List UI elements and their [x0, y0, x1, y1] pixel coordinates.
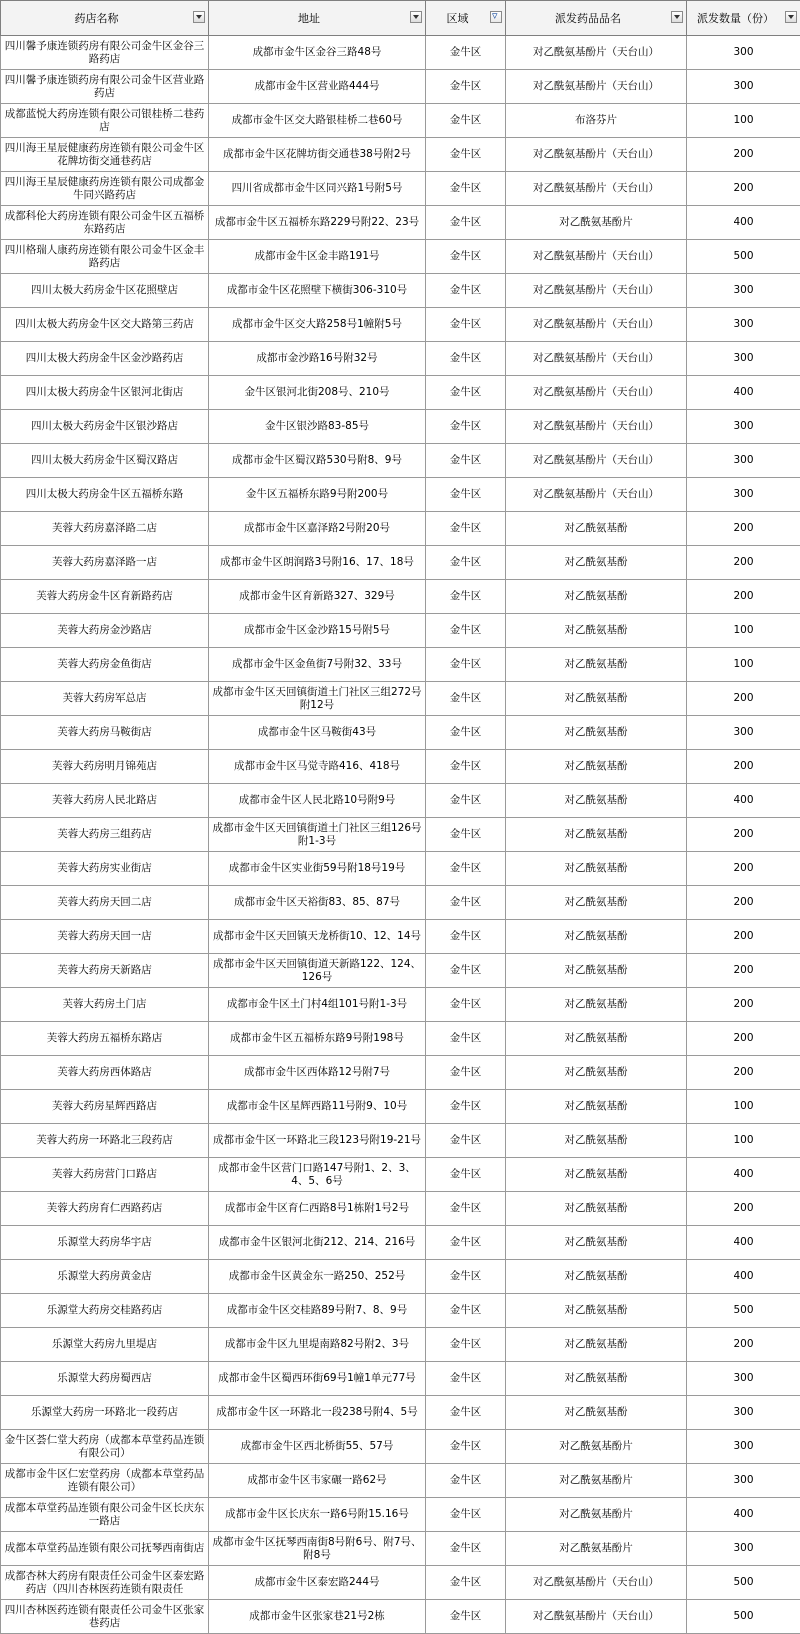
drug-name-cell[interactable]: 对乙酰氨基酚片 — [506, 1498, 687, 1532]
address-cell[interactable]: 金牛区银沙路83-85号 — [209, 410, 426, 444]
address-cell[interactable]: 成都市金牛区九里堤南路82号附2、3号 — [209, 1328, 426, 1362]
header-area — [426, 1, 506, 36]
quantity-cell[interactable]: 100 — [687, 1090, 800, 1124]
area-cell[interactable]: 金牛区 — [426, 342, 506, 376]
pharmacy-name-cell[interactable]: 芙蓉大药房天新路店 — [1, 954, 209, 988]
drug-name-cell[interactable]: 对乙酰氨基酚 — [506, 1328, 687, 1362]
area-cell[interactable]: 金牛区 — [426, 1566, 506, 1600]
drug-name-cell[interactable]: 对乙酰氨基酚 — [506, 1192, 687, 1226]
pharmacy-name-cell[interactable]: 金牛区荟仁堂大药房（成都本草堂药品连锁有限公司） — [1, 1430, 209, 1464]
quantity-cell[interactable]: 100 — [687, 614, 800, 648]
quantity-cell[interactable]: 100 — [687, 104, 800, 138]
address-cell[interactable]: 成都市金牛区实业街59号附18号19号 — [209, 852, 426, 886]
quantity-cell[interactable]: 100 — [687, 1124, 800, 1158]
address-cell[interactable]: 成都市金牛区交大路银桂桥二巷60号 — [209, 104, 426, 138]
quantity-cell[interactable]: 200 — [687, 1192, 800, 1226]
area-cell[interactable]: 金牛区 — [426, 240, 506, 274]
drug-name-cell[interactable]: 对乙酰氨基酚片 — [506, 1532, 687, 1566]
pharmacy-name-cell[interactable]: 四川太极大药房金牛区花照壁店 — [1, 274, 209, 308]
pharmacy-name-cell[interactable]: 乐源堂大药房华宇店 — [1, 1226, 209, 1260]
area-cell[interactable]: 金牛区 — [426, 1124, 506, 1158]
address-cell[interactable]: 四川省成都市金牛区同兴路1号附5号 — [209, 172, 426, 206]
drug-name-cell[interactable]: 布洛芬片 — [506, 104, 687, 138]
address-cell[interactable]: 成都市金牛区人民北路10号附9号 — [209, 784, 426, 818]
table-row — [1, 172, 800, 206]
drug-name-cell[interactable]: 对乙酰氨基酚 — [506, 1158, 687, 1192]
table-row — [1, 716, 800, 750]
table-row — [1, 682, 800, 716]
header-quantity — [687, 1, 800, 36]
filter-dropdown-icon[interactable] — [671, 11, 683, 23]
area-cell[interactable]: 金牛区 — [426, 1294, 506, 1328]
header-pharmacy-name — [1, 1, 209, 36]
table-row — [1, 1022, 800, 1056]
address-cell[interactable]: 成都市金牛区天回镇街道天新路122、124、126号 — [209, 954, 426, 988]
table-row — [1, 376, 800, 410]
area-cell[interactable]: 金牛区 — [426, 716, 506, 750]
pharmacy-name-cell[interactable]: 四川太极大药房金牛区交大路第三药店 — [1, 308, 209, 342]
drug-name-cell[interactable]: 对乙酰氨基酚 — [506, 682, 687, 716]
drug-name-cell[interactable]: 对乙酰氨基酚 — [506, 614, 687, 648]
header-row — [1, 1, 800, 36]
area-cell[interactable]: 金牛区 — [426, 1464, 506, 1498]
address-cell[interactable]: 成都市金牛区一环路北三段123号附19-21号 — [209, 1124, 426, 1158]
quantity-cell[interactable]: 200 — [687, 852, 800, 886]
pharmacy-name-cell[interactable]: 芙蓉大药房嘉泽路二店 — [1, 512, 209, 546]
address-cell[interactable]: 成都市金牛区营业路444号 — [209, 70, 426, 104]
table-row — [1, 1158, 800, 1192]
area-cell[interactable]: 金牛区 — [426, 1396, 506, 1430]
address-cell[interactable]: 成都市金牛区五福桥东路229号附22、23号 — [209, 206, 426, 240]
address-cell[interactable]: 成都市金牛区花照壁下横街306-310号 — [209, 274, 426, 308]
drug-name-cell[interactable]: 对乙酰氨基酚片（天台山） — [506, 172, 687, 206]
table-row — [1, 1566, 800, 1600]
pharmacy-name-cell[interactable]: 四川太极大药房金牛区银河北街店 — [1, 376, 209, 410]
table-row — [1, 750, 800, 784]
drug-name-cell[interactable]: 对乙酰氨基酚 — [506, 648, 687, 682]
area-cell[interactable]: 金牛区 — [426, 818, 506, 852]
area-cell[interactable]: 金牛区 — [426, 886, 506, 920]
area-cell[interactable]: 金牛区 — [426, 70, 506, 104]
quantity-cell[interactable]: 300 — [687, 1362, 800, 1396]
drug-name-cell[interactable]: 对乙酰氨基酚 — [506, 1124, 687, 1158]
area-cell[interactable]: 金牛区 — [426, 852, 506, 886]
drug-name-cell[interactable]: 对乙酰氨基酚片（天台山） — [506, 444, 687, 478]
table-row — [1, 954, 800, 988]
quantity-cell[interactable]: 300 — [687, 1532, 800, 1566]
pharmacy-name-cell[interactable]: 成都蓝悦大药房连锁有限公司银桂桥二巷药店 — [1, 104, 209, 138]
area-cell[interactable]: 金牛区 — [426, 614, 506, 648]
area-cell[interactable]: 金牛区 — [426, 1498, 506, 1532]
address-cell[interactable]: 成都市金牛区天裕街83、85、87号 — [209, 886, 426, 920]
area-cell[interactable]: 金牛区 — [426, 1430, 506, 1464]
drug-name-cell[interactable]: 对乙酰氨基酚 — [506, 988, 687, 1022]
table-row — [1, 1464, 800, 1498]
address-cell[interactable]: 成都市金牛区金鱼街7号附32、33号 — [209, 648, 426, 682]
area-cell[interactable]: 金牛区 — [426, 104, 506, 138]
pharmacy-name-cell[interactable]: 四川馨予康连锁药房有限公司金牛区金谷三路药店 — [1, 36, 209, 70]
area-cell[interactable]: 金牛区 — [426, 1532, 506, 1566]
pharmacy-name-cell[interactable]: 芙蓉大药房营门口路店 — [1, 1158, 209, 1192]
area-cell[interactable]: 金牛区 — [426, 512, 506, 546]
drug-name-cell[interactable]: 对乙酰氨基酚 — [506, 1022, 687, 1056]
table-row — [1, 546, 800, 580]
table-row — [1, 274, 800, 308]
pharmacy-name-cell[interactable]: 四川馨予康连锁药房有限公司金牛区营业路药店 — [1, 70, 209, 104]
pharmacy-name-cell[interactable]: 芙蓉大药房人民北路店 — [1, 784, 209, 818]
quantity-cell[interactable]: 100 — [687, 648, 800, 682]
quantity-cell[interactable]: 200 — [687, 580, 800, 614]
drug-name-cell[interactable]: 对乙酰氨基酚 — [506, 852, 687, 886]
address-cell[interactable]: 成都市金牛区嘉泽路2号附20号 — [209, 512, 426, 546]
quantity-cell[interactable]: 200 — [687, 886, 800, 920]
address-cell[interactable]: 金牛区五福桥东路9号附200号 — [209, 478, 426, 512]
pharmacy-name-cell[interactable]: 乐源堂大药房蜀西店 — [1, 1362, 209, 1396]
quantity-cell[interactable]: 200 — [687, 546, 800, 580]
address-cell[interactable]: 成都市金牛区韦家碾一路62号 — [209, 1464, 426, 1498]
drug-name-cell[interactable]: 对乙酰氨基酚 — [506, 580, 687, 614]
table-row — [1, 1226, 800, 1260]
area-cell[interactable]: 金牛区 — [426, 308, 506, 342]
pharmacy-name-cell[interactable]: 四川太极大药房金牛区金沙路药店 — [1, 342, 209, 376]
address-cell[interactable]: 成都市金牛区五福桥东路9号附198号 — [209, 1022, 426, 1056]
quantity-cell[interactable]: 200 — [687, 988, 800, 1022]
pharmacy-name-cell[interactable]: 芙蓉大药房五福桥东路店 — [1, 1022, 209, 1056]
address-cell[interactable]: 成都市金牛区银河北街212、214、216号 — [209, 1226, 426, 1260]
address-cell[interactable]: 成都市金牛区一环路北一段238号附4、5号 — [209, 1396, 426, 1430]
area-cell[interactable]: 金牛区 — [426, 750, 506, 784]
address-cell[interactable]: 成都市金牛区天回镇街道土门社区三组126号附1-3号 — [209, 818, 426, 852]
table-row — [1, 240, 800, 274]
quantity-cell[interactable]: 300 — [687, 1430, 800, 1464]
drug-name-cell[interactable]: 对乙酰氨基酚 — [506, 750, 687, 784]
header-label: 派发数量（份） — [697, 10, 774, 26]
address-cell[interactable]: 成都市金牛区金丰路191号 — [209, 240, 426, 274]
pharmacy-name-cell[interactable]: 芙蓉大药房一环路北三段药店 — [1, 1124, 209, 1158]
table-row — [1, 138, 800, 172]
drug-name-cell[interactable]: 对乙酰氨基酚片（天台山） — [506, 410, 687, 444]
table-row — [1, 410, 800, 444]
filter-active-icon[interactable] — [490, 11, 502, 23]
address-cell[interactable]: 成都市金牛区星辉西路11号附9、10号 — [209, 1090, 426, 1124]
table-row — [1, 478, 800, 512]
quantity-cell[interactable]: 200 — [687, 138, 800, 172]
address-cell[interactable]: 成都市金牛区花牌坊街交通巷38号附2号 — [209, 138, 426, 172]
area-cell[interactable]: 金牛区 — [426, 988, 506, 1022]
address-cell[interactable]: 成都市金牛区金沙路15号附5号 — [209, 614, 426, 648]
drug-name-cell[interactable]: 对乙酰氨基酚片（天台山） — [506, 240, 687, 274]
pharmacy-name-cell[interactable]: 四川太极大药房金牛区蜀汉路店 — [1, 444, 209, 478]
drug-name-cell[interactable]: 对乙酰氨基酚片（天台山） — [506, 138, 687, 172]
table-row — [1, 308, 800, 342]
pharmacy-name-cell[interactable]: 成都本草堂药品连锁有限公司抚琴西南街店 — [1, 1532, 209, 1566]
address-cell[interactable]: 成都市金牛区抚琴西南街8号附6号、附7号、附8号 — [209, 1532, 426, 1566]
drug-name-cell[interactable]: 对乙酰氨基酚 — [506, 546, 687, 580]
table-row — [1, 36, 800, 70]
pharmacy-name-cell[interactable]: 芙蓉大药房明月锦苑店 — [1, 750, 209, 784]
area-cell[interactable]: 金牛区 — [426, 410, 506, 444]
table-row — [1, 1600, 800, 1634]
table-row — [1, 1362, 800, 1396]
address-cell[interactable]: 成都市金牛区育仁西路8号1栋附1号2号 — [209, 1192, 426, 1226]
address-cell[interactable]: 成都市金牛区营门口路147号附1、2、3、4、5、6号 — [209, 1158, 426, 1192]
table-row — [1, 1532, 800, 1566]
pharmacy-name-cell[interactable]: 芙蓉大药房金牛区育新路药店 — [1, 580, 209, 614]
pharmacy-name-cell[interactable]: 芙蓉大药房天回一店 — [1, 920, 209, 954]
quantity-cell[interactable]: 200 — [687, 920, 800, 954]
pharmacy-name-cell[interactable]: 芙蓉大药房天回二店 — [1, 886, 209, 920]
pharmacy-name-cell[interactable]: 乐源堂大药房九里堤店 — [1, 1328, 209, 1362]
pharmacy-name-cell[interactable]: 成都市金牛区仁宏堂药房（成都本草堂药品连锁有限公司） — [1, 1464, 209, 1498]
area-cell[interactable]: 金牛区 — [426, 1158, 506, 1192]
area-cell[interactable]: 金牛区 — [426, 580, 506, 614]
area-cell[interactable]: 金牛区 — [426, 1090, 506, 1124]
table-row — [1, 1430, 800, 1464]
pharmacy-name-cell[interactable]: 芙蓉大药房星辉西路店 — [1, 1090, 209, 1124]
pharmacy-name-cell[interactable]: 芙蓉大药房实业街店 — [1, 852, 209, 886]
address-cell[interactable]: 成都市金牛区交桂路89号附7、8、9号 — [209, 1294, 426, 1328]
quantity-cell[interactable]: 300 — [687, 716, 800, 750]
quantity-cell[interactable]: 400 — [687, 1498, 800, 1532]
pharmacy-name-cell[interactable]: 四川海王星辰健康药房连锁有限公司金牛区花牌坊街交通巷药店 — [1, 138, 209, 172]
pharmacy-name-cell[interactable]: 四川杏林医药连锁有限责任公司金牛区张家巷药店 — [1, 1600, 209, 1634]
header-label: 地址 — [298, 10, 320, 26]
table-row — [1, 206, 800, 240]
table-row — [1, 886, 800, 920]
quantity-cell[interactable]: 200 — [687, 512, 800, 546]
table-row — [1, 342, 800, 376]
quantity-cell[interactable]: 300 — [687, 36, 800, 70]
quantity-cell[interactable]: 500 — [687, 1294, 800, 1328]
area-cell[interactable]: 金牛区 — [426, 1022, 506, 1056]
drug-name-cell[interactable]: 对乙酰氨基酚片（天台山） — [506, 274, 687, 308]
area-cell[interactable]: 金牛区 — [426, 444, 506, 478]
table-row — [1, 444, 800, 478]
pharmacy-name-cell[interactable]: 芙蓉大药房金沙路店 — [1, 614, 209, 648]
pharmacy-name-cell[interactable]: 芙蓉大药房西体路店 — [1, 1056, 209, 1090]
pharmacy-name-cell[interactable]: 四川太极大药房金牛区银沙路店 — [1, 410, 209, 444]
drug-name-cell[interactable]: 对乙酰氨基酚 — [506, 1056, 687, 1090]
drug-name-cell[interactable]: 对乙酰氨基酚片（天台山） — [506, 342, 687, 376]
pharmacy-name-cell[interactable]: 芙蓉大药房马鞍街店 — [1, 716, 209, 750]
area-cell[interactable]: 金牛区 — [426, 1192, 506, 1226]
address-cell[interactable]: 成都市金牛区马鞍街43号 — [209, 716, 426, 750]
drug-name-cell[interactable]: 对乙酰氨基酚片（天台山） — [506, 1566, 687, 1600]
address-cell[interactable]: 成都市金牛区朗润路3号附16、17、18号 — [209, 546, 426, 580]
filter-dropdown-icon[interactable] — [785, 11, 797, 23]
table-row — [1, 104, 800, 138]
quantity-cell[interactable]: 300 — [687, 1396, 800, 1430]
pharmacy-name-cell[interactable]: 四川海王星辰健康药房连锁有限公司成都金牛同兴路药店 — [1, 172, 209, 206]
drug-name-cell[interactable]: 对乙酰氨基酚 — [506, 886, 687, 920]
header-address — [209, 1, 426, 36]
drug-name-cell[interactable]: 对乙酰氨基酚 — [506, 920, 687, 954]
table-row — [1, 1124, 800, 1158]
drug-name-cell[interactable]: 对乙酰氨基酚 — [506, 1226, 687, 1260]
area-cell[interactable]: 金牛区 — [426, 138, 506, 172]
pharmacy-name-cell[interactable]: 四川格瑞人康药房连锁有限公司金牛区金丰路药店 — [1, 240, 209, 274]
area-cell[interactable]: 金牛区 — [426, 206, 506, 240]
filter-dropdown-icon[interactable] — [193, 11, 205, 23]
filter-dropdown-icon[interactable] — [410, 11, 422, 23]
quantity-cell[interactable]: 200 — [687, 818, 800, 852]
address-cell[interactable]: 成都市金牛区黄金东一路250、252号 — [209, 1260, 426, 1294]
pharmacy-name-cell[interactable]: 芙蓉大药房三组药店 — [1, 818, 209, 852]
drug-name-cell[interactable]: 对乙酰氨基酚片（天台山） — [506, 478, 687, 512]
area-cell[interactable]: 金牛区 — [426, 274, 506, 308]
address-cell[interactable]: 成都市金牛区天回镇天龙桥街10、12、14号 — [209, 920, 426, 954]
drug-name-cell[interactable]: 对乙酰氨基酚 — [506, 512, 687, 546]
pharmacy-name-cell[interactable]: 芙蓉大药房育仁西路药店 — [1, 1192, 209, 1226]
quantity-cell[interactable]: 300 — [687, 410, 800, 444]
address-cell[interactable]: 成都市金牛区张家巷21号2栋 — [209, 1600, 426, 1634]
pharmacy-name-cell[interactable]: 成都科伦大药房连锁有限公司金牛区五福桥东路药店 — [1, 206, 209, 240]
quantity-cell[interactable]: 300 — [687, 478, 800, 512]
address-cell[interactable]: 成都市金牛区蜀西环街69号1幢1单元77号 — [209, 1362, 426, 1396]
pharmacy-name-cell[interactable]: 芙蓉大药房金鱼街店 — [1, 648, 209, 682]
pharmacy-name-cell[interactable]: 四川太极大药房金牛区五福桥东路 — [1, 478, 209, 512]
quantity-cell[interactable]: 300 — [687, 444, 800, 478]
area-cell[interactable]: 金牛区 — [426, 172, 506, 206]
drug-name-cell[interactable]: 对乙酰氨基酚 — [506, 818, 687, 852]
area-cell[interactable]: 金牛区 — [426, 36, 506, 70]
area-cell[interactable]: 金牛区 — [426, 1600, 506, 1634]
address-cell[interactable]: 成都市金牛区育新路327、329号 — [209, 580, 426, 614]
address-cell[interactable]: 成都市金牛区泰宏路244号 — [209, 1566, 426, 1600]
area-cell[interactable]: 金牛区 — [426, 682, 506, 716]
area-cell[interactable]: 金牛区 — [426, 1328, 506, 1362]
drug-name-cell[interactable]: 对乙酰氨基酚 — [506, 1396, 687, 1430]
drug-name-cell[interactable]: 对乙酰氨基酚 — [506, 954, 687, 988]
pharmacy-name-cell[interactable]: 乐源堂大药房黄金店 — [1, 1260, 209, 1294]
header-label: 药店名称 — [75, 10, 119, 26]
quantity-cell[interactable]: 500 — [687, 240, 800, 274]
table-row — [1, 1328, 800, 1362]
drug-name-cell[interactable]: 对乙酰氨基酚片 — [506, 1464, 687, 1498]
drug-name-cell[interactable]: 对乙酰氨基酚 — [506, 1260, 687, 1294]
address-cell[interactable]: 成都市金牛区天回镇街道土门社区三组272号附12号 — [209, 682, 426, 716]
pharmacy-name-cell[interactable]: 成都本草堂药品连锁有限公司金牛区长庆东一路店 — [1, 1498, 209, 1532]
drug-name-cell[interactable]: 对乙酰氨基酚片（天台山） — [506, 1600, 687, 1634]
table-row — [1, 614, 800, 648]
quantity-cell[interactable]: 300 — [687, 308, 800, 342]
quantity-cell[interactable]: 400 — [687, 784, 800, 818]
drug-name-cell[interactable]: 对乙酰氨基酚片（天台山） — [506, 308, 687, 342]
quantity-cell[interactable]: 300 — [687, 70, 800, 104]
header-drug-name — [506, 1, 687, 36]
table-row — [1, 988, 800, 1022]
quantity-cell[interactable]: 200 — [687, 172, 800, 206]
quantity-cell[interactable]: 400 — [687, 1226, 800, 1260]
area-cell[interactable]: 金牛区 — [426, 1226, 506, 1260]
header-label: 区域 — [447, 10, 469, 26]
drug-name-cell[interactable]: 对乙酰氨基酚片（天台山） — [506, 376, 687, 410]
quantity-cell[interactable]: 200 — [687, 682, 800, 716]
quantity-cell[interactable]: 300 — [687, 342, 800, 376]
quantity-cell[interactable]: 400 — [687, 1260, 800, 1294]
table-row — [1, 648, 800, 682]
drug-name-cell[interactable]: 对乙酰氨基酚片 — [506, 206, 687, 240]
area-cell[interactable]: 金牛区 — [426, 546, 506, 580]
address-cell[interactable]: 成都市金牛区长庆东一路6号附15.16号 — [209, 1498, 426, 1532]
quantity-cell[interactable]: 200 — [687, 750, 800, 784]
pharmacy-name-cell[interactable]: 成都杏林大药房有限责任公司金牛区泰宏路药店（四川杏林医药连锁有限责任 — [1, 1566, 209, 1600]
pharmacy-name-cell[interactable]: 芙蓉大药房军总店 — [1, 682, 209, 716]
area-cell[interactable]: 金牛区 — [426, 478, 506, 512]
table-row — [1, 818, 800, 852]
table-row — [1, 1396, 800, 1430]
area-cell[interactable]: 金牛区 — [426, 954, 506, 988]
drug-name-cell[interactable]: 对乙酰氨基酚 — [506, 1294, 687, 1328]
table-row — [1, 580, 800, 614]
area-cell[interactable]: 金牛区 — [426, 648, 506, 682]
quantity-cell[interactable]: 400 — [687, 206, 800, 240]
address-cell[interactable]: 成都市金牛区土门村4组101号附1-3号 — [209, 988, 426, 1022]
address-cell[interactable]: 成都市金牛区交大路258号1幢附5号 — [209, 308, 426, 342]
table-row — [1, 1260, 800, 1294]
quantity-cell[interactable]: 300 — [687, 1464, 800, 1498]
drug-name-cell[interactable]: 对乙酰氨基酚 — [506, 1090, 687, 1124]
drug-name-cell[interactable]: 对乙酰氨基酚片 — [506, 1430, 687, 1464]
quantity-cell[interactable]: 500 — [687, 1600, 800, 1634]
table-row — [1, 784, 800, 818]
pharmacy-name-cell[interactable]: 乐源堂大药房交桂路药店 — [1, 1294, 209, 1328]
quantity-cell[interactable]: 200 — [687, 1022, 800, 1056]
address-cell[interactable]: 金牛区银河北街208号、210号 — [209, 376, 426, 410]
table-row — [1, 1090, 800, 1124]
drug-name-cell[interactable]: 对乙酰氨基酚 — [506, 784, 687, 818]
table-body — [1, 36, 800, 1634]
drug-name-cell[interactable]: 对乙酰氨基酚 — [506, 716, 687, 750]
quantity-cell[interactable]: 300 — [687, 274, 800, 308]
drug-name-cell[interactable]: 对乙酰氨基酚 — [506, 1362, 687, 1396]
address-cell[interactable]: 成都市金牛区蜀汉路530号附8、9号 — [209, 444, 426, 478]
area-cell[interactable]: 金牛区 — [426, 376, 506, 410]
address-cell[interactable]: 成都市金牛区金谷三路48号 — [209, 36, 426, 70]
table-row — [1, 852, 800, 886]
area-cell[interactable]: 金牛区 — [426, 784, 506, 818]
area-cell[interactable]: 金牛区 — [426, 1260, 506, 1294]
header-label: 派发药品品名 — [555, 10, 621, 26]
address-cell[interactable]: 成都市金沙路16号附32号 — [209, 342, 426, 376]
table-row — [1, 1056, 800, 1090]
table-row — [1, 1192, 800, 1226]
pharmacy-name-cell[interactable]: 芙蓉大药房土门店 — [1, 988, 209, 1022]
table-row — [1, 512, 800, 546]
quantity-cell[interactable]: 200 — [687, 954, 800, 988]
quantity-cell[interactable]: 400 — [687, 376, 800, 410]
quantity-cell[interactable]: 200 — [687, 1056, 800, 1090]
pharmacy-name-cell[interactable]: 芙蓉大药房嘉泽路一店 — [1, 546, 209, 580]
drug-name-cell[interactable]: 对乙酰氨基酚片（天台山） — [506, 70, 687, 104]
area-cell[interactable]: 金牛区 — [426, 920, 506, 954]
drug-name-cell[interactable]: 对乙酰氨基酚片（天台山） — [506, 36, 687, 70]
address-cell[interactable]: 成都市金牛区西体路12号附7号 — [209, 1056, 426, 1090]
area-cell[interactable]: 金牛区 — [426, 1362, 506, 1396]
quantity-cell[interactable]: 400 — [687, 1158, 800, 1192]
table-row — [1, 70, 800, 104]
area-cell[interactable]: 金牛区 — [426, 1056, 506, 1090]
address-cell[interactable]: 成都市金牛区西北桥街55、57号 — [209, 1430, 426, 1464]
quantity-cell[interactable]: 500 — [687, 1566, 800, 1600]
quantity-cell[interactable]: 200 — [687, 1328, 800, 1362]
pharmacy-name-cell[interactable]: 乐源堂大药房一环路北一段药店 — [1, 1396, 209, 1430]
table-row — [1, 920, 800, 954]
address-cell[interactable]: 成都市金牛区马觉寺路416、418号 — [209, 750, 426, 784]
table-row — [1, 1294, 800, 1328]
table-row — [1, 1498, 800, 1532]
